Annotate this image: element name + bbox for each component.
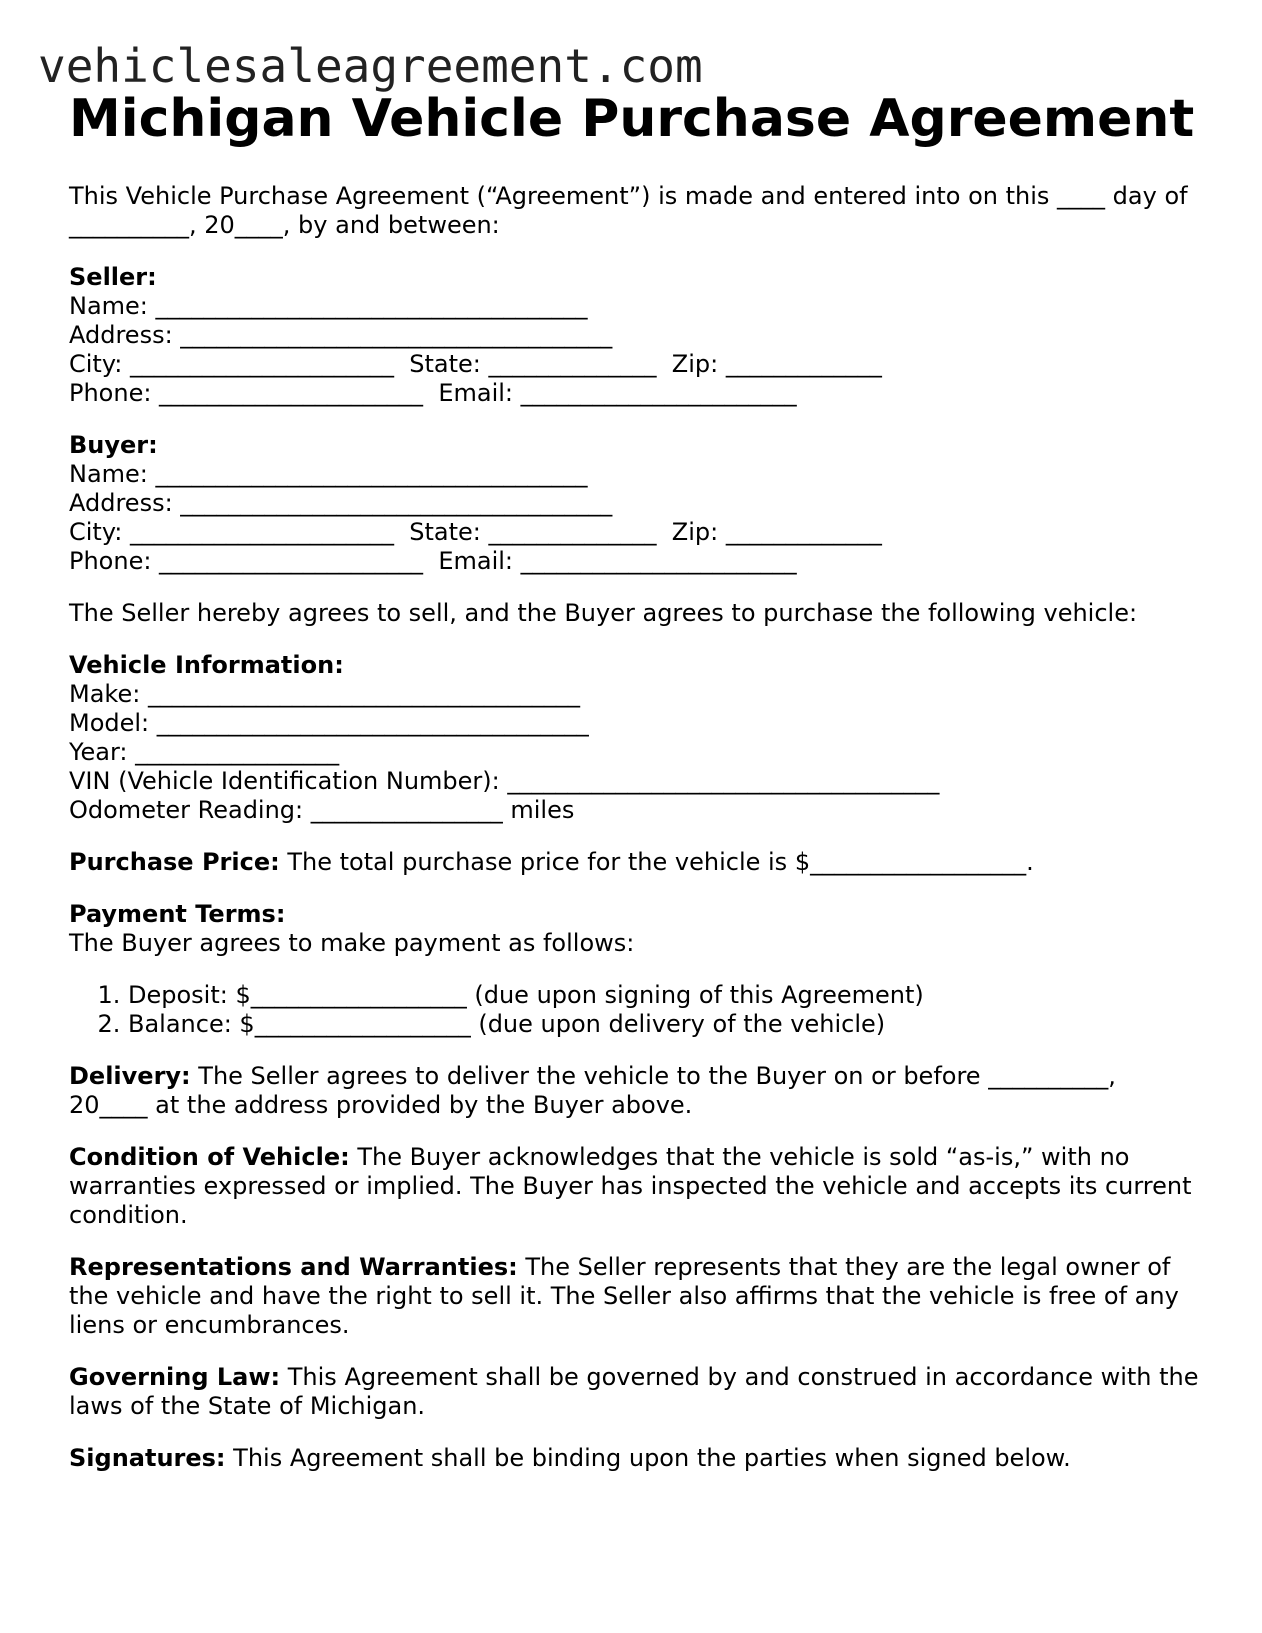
seller-section (69, 263, 1199, 408)
vehicle-heading: Vehicle Information: (69, 651, 344, 679)
buyer-address-field: Address: ____________________________________ (69, 489, 613, 517)
payment-balance-item: 2. Balance: $__________________ (due upon delivery of the vehicle) (128, 1010, 1199, 1039)
seller-address-field: Address: ____________________________________ (69, 321, 613, 349)
buyer-section (69, 431, 1199, 576)
delivery-section (69, 1062, 1199, 1120)
seller-name-field: Name: ____________________________________ (69, 292, 588, 320)
vehicle-model-field: Model: ____________________________________ (69, 709, 589, 737)
purchase-price-section (69, 848, 1199, 877)
payment-list (69, 981, 1199, 1039)
seller-city-state-zip-field: City: ______________________ State: ______________ Zip: _____________ (69, 350, 882, 378)
signatures-text: This Agreement shall be binding upon the parties when signed below. (225, 1444, 1071, 1472)
purchase-price-label: Purchase Price: (69, 848, 280, 876)
signatures-label: Signatures: (69, 1444, 226, 1472)
buyer-heading: Buyer: (69, 431, 158, 459)
delivery-label: Delivery: (69, 1062, 191, 1090)
vehicle-odometer-field: Odometer Reading: ________________ miles (69, 796, 575, 824)
governing-law-section (69, 1363, 1199, 1421)
condition-text: The Buyer acknowledges that the vehicle is sold “as-is,” with no warranties expressed or implied. The Buyer has inspected the vehicle and accepts its current condition. (69, 1143, 1192, 1229)
seller-phone-email-field: Phone: ______________________ Email: _______________________ (69, 379, 797, 407)
vehicle-vin-field: VIN (Vehicle Identification Number): ____________________________________ (69, 767, 940, 795)
signatures-section (69, 1444, 1199, 1473)
seller-heading: Seller: (69, 263, 157, 291)
condition-label: Condition of Vehicle: (69, 1143, 350, 1171)
vehicle-year-field: Year: _________________ (69, 738, 340, 766)
intro-paragraph: This Vehicle Purchase Agreement (“Agreement”) is made and entered into on this ____ day of __________, 20____, by and between: (69, 182, 1188, 239)
payment-intro: The Buyer agrees to make payment as follows: (69, 929, 635, 957)
site-watermark: vehiclesaleagreement.com (38, 39, 703, 93)
payment-section (69, 900, 1199, 1039)
document-title: Michigan Vehicle Purchase Agreement (69, 89, 1195, 149)
agree-sentence: The Seller hereby agrees to sell, and the Buyer agrees to purchase the following vehicle: (69, 599, 1138, 627)
representations-label: Representations and Warranties: (69, 1253, 518, 1281)
vehicle-section (69, 651, 1199, 825)
payment-heading: Payment Terms: (69, 900, 286, 928)
purchase-price-text: The total purchase price for the vehicle is $__________________. (279, 848, 1034, 876)
payment-deposit-item: 1. Deposit: $__________________ (due upon signing of this Agreement) (128, 981, 1199, 1010)
governing-law-label: Governing Law: (69, 1363, 281, 1391)
agreement-body (69, 182, 1199, 1496)
condition-section (69, 1143, 1199, 1230)
buyer-phone-email-field: Phone: ______________________ Email: _______________________ (69, 547, 797, 575)
representations-section (69, 1253, 1199, 1340)
vehicle-make-field: Make: ____________________________________ (69, 680, 580, 708)
representations-text: The Seller represents that they are the legal owner of the vehicle and have the right to sell it. The Seller also affirms that the vehicle is free of any liens or encumbrances. (69, 1253, 1179, 1339)
buyer-city-state-zip-field: City: ______________________ State: ______________ Zip: _____________ (69, 518, 882, 546)
delivery-text: The Seller agrees to deliver the vehicle to the Buyer on or before __________, 20____ at the address provided by the Buyer above. (69, 1062, 1116, 1119)
buyer-name-field: Name: ____________________________________ (69, 460, 588, 488)
governing-law-text: This Agreement shall be governed by and construed in accordance with the laws of the State of Michigan. (69, 1363, 1199, 1420)
